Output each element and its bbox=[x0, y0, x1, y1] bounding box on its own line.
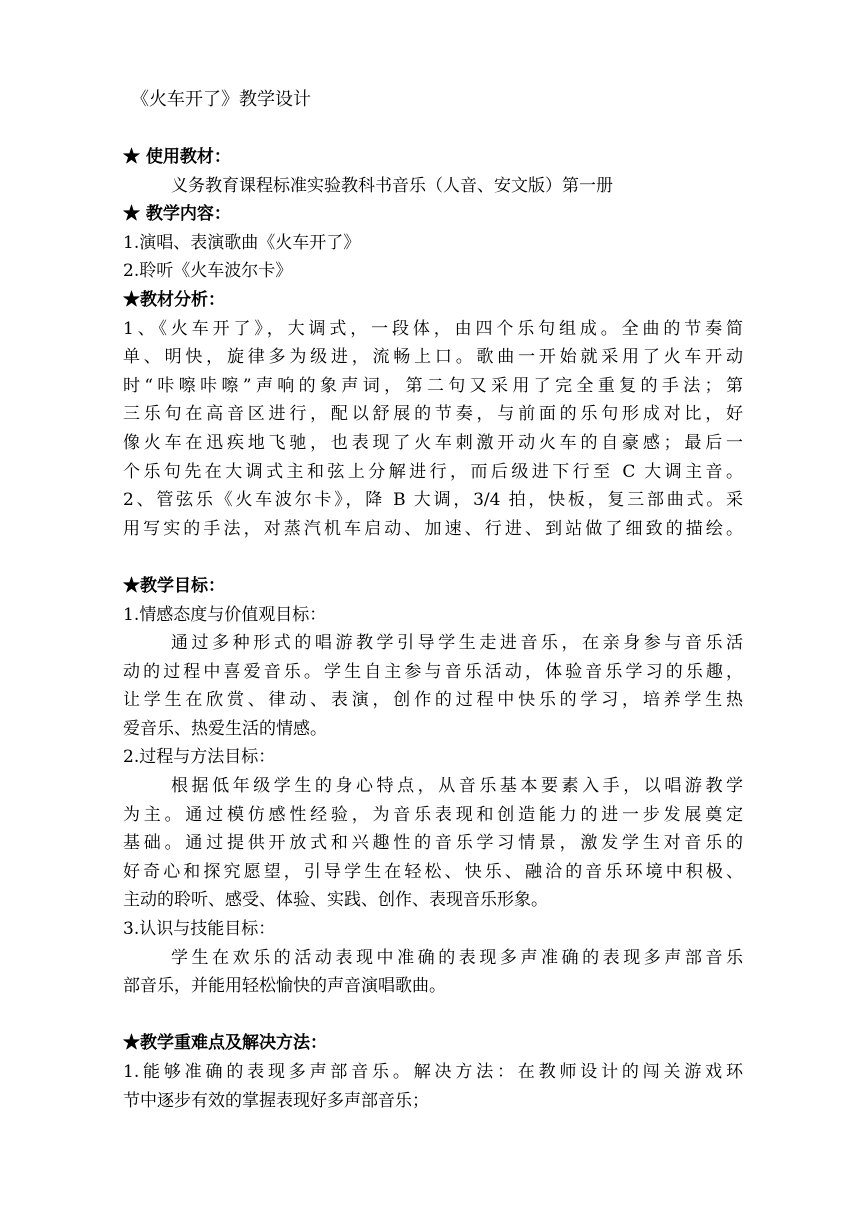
spacer bbox=[123, 543, 743, 572]
goal-line: 学生在欢乐的活动表现中准确的表现多声准确的表现多声部音乐 bbox=[171, 947, 743, 968]
analysis-line: 2、管弦乐《火车波尔卡》，降 B 大调，3/4 拍，快板，复三部曲式。采 bbox=[123, 490, 743, 511]
content-item: 1.演唱、表演歌曲《火车开了》 bbox=[123, 232, 361, 253]
section-heading-difficulties: ★教学重难点及解决方法： bbox=[123, 1033, 327, 1054]
goal-subtitle-skill: 3.认识与技能目标： bbox=[123, 919, 276, 940]
section-heading-analysis: ★教材分析： bbox=[123, 289, 225, 310]
section-heading-goals: ★教学目标： bbox=[123, 575, 225, 596]
goal-line: 根据低年级学生的身心特点，从音乐基本要素入手，以唱游教学 bbox=[171, 776, 743, 797]
analysis-line: 三乐句在高音区进行，配以舒展的节奏，与前面的乐句形成对比，好 bbox=[123, 404, 743, 425]
analysis-line: 单、明快，旋律多为级进，流畅上口。歌曲一开始就采用了火车开动 bbox=[123, 347, 743, 368]
goal-line: 基础。通过提供开放式和兴趣性的音乐学习情景，激发学生对音乐的 bbox=[123, 833, 743, 854]
goal-line: 动的过程中喜爱音乐。学生自主参与音乐活动，体验音乐学习的乐趣， bbox=[123, 661, 743, 682]
difficulty-line: 1.能够准确的表现多声部音乐。解决方法：在教师设计的闯关游戏环 bbox=[123, 1062, 743, 1082]
document-body bbox=[123, 143, 743, 1115]
document-title: 《火车开了》教学设计 bbox=[131, 89, 311, 110]
goal-line: 部音乐，并能用轻松愉快的声音演唱歌曲。 bbox=[123, 976, 446, 997]
analysis-line: 用写实的手法，对蒸汽机车启动、加速、行进、到站做了细致的描绘。 bbox=[123, 518, 743, 539]
goal-line: 主动的聆听、感受、体验、实践、创作、表现音乐形象。 bbox=[123, 890, 548, 911]
analysis-line: 时“咔嚓咔嚓”声响的象声词，第二句又采用了完全重复的手法；第 bbox=[123, 375, 743, 396]
goal-line: 为主。通过模仿感性经验，为音乐表现和创造能力的进一步发展奠定 bbox=[123, 804, 743, 825]
section-heading-content: ★ 教学内容： bbox=[123, 204, 231, 225]
analysis-line: 个乐句先在大调式主和弦上分解进行，而后级进下行至 C 大调主音。 bbox=[123, 461, 743, 482]
goal-subtitle-process: 2.过程与方法目标： bbox=[123, 747, 276, 768]
content-item: 2.聆听《火车波尔卡》 bbox=[123, 261, 293, 282]
goal-line: 好奇心和探究愿望，引导学生在轻松、快乐、融洽的音乐环境中积极、 bbox=[123, 861, 743, 882]
section-heading-material: ★ 使用教材： bbox=[123, 147, 231, 167]
spacer bbox=[123, 1001, 743, 1030]
goal-subtitle-emotion: 1.情感态度与价值观目标： bbox=[123, 604, 327, 625]
goal-line: 让学生在欣赏、律动、表演，创作的过程中快乐的学习，培养学生热 bbox=[123, 690, 743, 711]
material-content: 义务教育课程标准实验教科书音乐（人音、安文版）第一册 bbox=[171, 175, 613, 196]
goal-line: 爱音乐、热爱生活的情感。 bbox=[123, 718, 327, 739]
difficulty-line: 节中逐步有效的掌握表现好多声部音乐； bbox=[123, 1090, 429, 1111]
analysis-line: 像火车在迅疾地飞驰，也表现了火车刺激开动火车的自豪感；最后一 bbox=[123, 432, 743, 453]
goal-line: 通过多种形式的唱游教学引导学生走进音乐，在亲身参与音乐活 bbox=[171, 633, 743, 654]
analysis-line: 1、《火车开了》，大调式，一段体，由四个乐句组成。全曲的节奏简 bbox=[123, 318, 743, 339]
